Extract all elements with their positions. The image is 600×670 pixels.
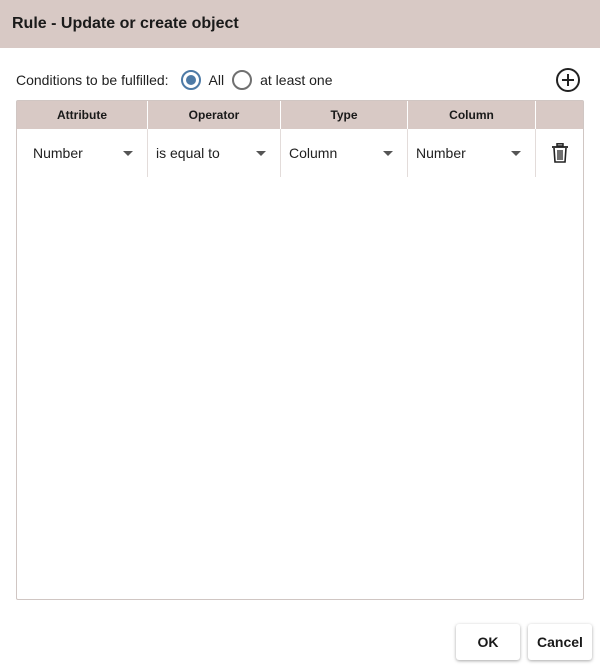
header-operator: Operator	[148, 101, 281, 129]
table-header	[17, 101, 583, 129]
trash-icon[interactable]	[550, 142, 570, 164]
radio-all-button[interactable]	[181, 70, 201, 90]
chevron-down-icon	[123, 151, 133, 156]
operator-cell	[148, 129, 281, 177]
column-value: Number	[416, 145, 466, 161]
type-select[interactable]	[281, 129, 407, 177]
radio-at-least-one-button[interactable]	[232, 70, 252, 90]
attribute-value: Number	[33, 145, 83, 161]
operator-value: is equal to	[156, 145, 220, 161]
column-cell	[408, 129, 536, 177]
chevron-down-icon	[511, 151, 521, 156]
header-actions	[536, 101, 583, 129]
header-type: Type	[281, 101, 408, 129]
type-value: Column	[289, 145, 338, 161]
attribute-select[interactable]	[17, 129, 147, 177]
cancel-button[interactable]: Cancel	[528, 624, 592, 660]
chevron-down-icon	[383, 151, 393, 156]
column-select[interactable]	[408, 129, 535, 177]
type-cell	[281, 129, 408, 177]
header-column: Column	[408, 101, 536, 129]
operator-select[interactable]	[148, 129, 280, 177]
table-row	[17, 129, 583, 177]
radio-at-least-one-label[interactable]: at least one	[260, 72, 333, 88]
radio-all[interactable]	[181, 70, 233, 90]
header-attribute: Attribute	[17, 101, 148, 129]
chevron-down-icon	[256, 151, 266, 156]
conditions-row	[16, 66, 586, 94]
radio-all-label[interactable]: All	[208, 72, 225, 88]
ok-button[interactable]: OK	[456, 624, 520, 660]
attribute-cell	[17, 129, 148, 177]
radio-at-least-one[interactable]	[232, 70, 340, 90]
conditions-table	[16, 100, 584, 600]
dialog-titlebar	[0, 0, 600, 48]
dialog-title: Rule - Update or create object	[12, 15, 239, 32]
actions-cell	[536, 129, 583, 177]
add-condition-icon[interactable]	[556, 68, 580, 92]
conditions-label: Conditions to be fulfilled:	[16, 72, 169, 88]
